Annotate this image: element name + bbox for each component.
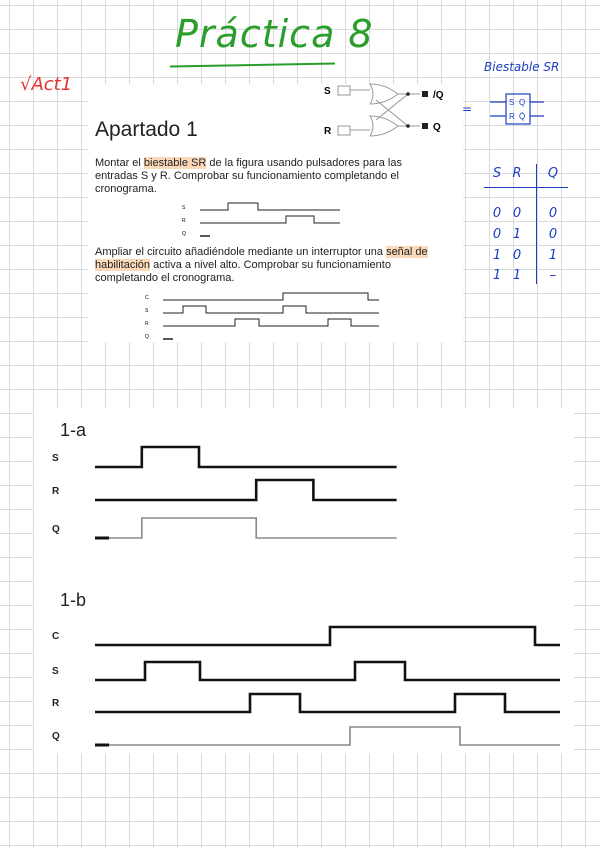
mini2-label-s: S [145, 308, 149, 314]
mini1-label-s: S [182, 205, 186, 211]
mini1-label-r: R [182, 218, 186, 224]
block-label-s: S [509, 98, 515, 107]
circuit-output-q: Q [433, 122, 441, 133]
nor-gate-top [370, 84, 398, 104]
signal-label-s: S [52, 453, 59, 464]
push-button-s [338, 86, 350, 95]
mini2-label-c: C [145, 295, 149, 301]
circuit-input-r: R [324, 126, 332, 137]
truth-header-r: R [512, 166, 522, 181]
truth-header-s: S [492, 166, 502, 181]
sr-block-symbol [488, 88, 548, 130]
signal-label-q: Q [52, 524, 60, 535]
truth-header-q: Q [547, 166, 559, 181]
truth-cell: – [549, 268, 557, 283]
signal-label-c: C [52, 631, 60, 642]
signal-label-r: R [52, 698, 60, 709]
signal-waveform-q [95, 518, 397, 538]
truth-cell: 0 [512, 248, 522, 263]
signal-waveform-r [95, 480, 397, 500]
block-label-q: Q [519, 98, 526, 107]
nor-gate-bottom [370, 116, 398, 136]
mini2-label-q: Q [145, 334, 149, 340]
signal-label-q: Q [52, 731, 60, 742]
truth-table [484, 164, 568, 286]
signal-waveform-r [95, 694, 560, 712]
chronogram-chart [0, 400, 600, 760]
truth-cell: 1 [512, 227, 522, 242]
signal-label-s: S [52, 666, 59, 677]
mini-chronogram-1 [180, 200, 345, 240]
highlight-biestable: biestable SR [143, 157, 207, 169]
activity-check-mark: √Act1 [20, 74, 73, 95]
signal-label-r: R [52, 486, 60, 497]
truth-cell: 0 [548, 227, 558, 242]
led-qbar [422, 91, 428, 97]
highlight-senal: señal de habilitación [95, 246, 428, 271]
truth-cell: 1 [492, 268, 502, 283]
signal-waveform-s [95, 447, 397, 467]
truth-cell: 0 [492, 206, 502, 221]
page-title: Práctica 8 [175, 12, 374, 56]
signal-waveform-q [95, 727, 560, 745]
title-underline [170, 63, 335, 68]
mini2-label-r: R [145, 321, 149, 327]
mini-chronogram-2 [143, 290, 383, 342]
exercise-paragraph-2: Ampliar el circuito añadiéndole mediante un interruptor una señal de habilitación activa a nivel alto. Comprobar su funcionamiento completando el cronograma. [95, 246, 428, 284]
signal-waveform-s [95, 662, 560, 680]
push-button-r [338, 126, 350, 135]
chronogram-title-1-a: 1-a [60, 420, 87, 440]
chronogram-title-1-b: 1-b [60, 590, 87, 610]
circuit-input-s: S [324, 86, 331, 97]
truth-cell: 0 [492, 227, 502, 242]
truth-cell: 0 [548, 206, 558, 221]
signal-waveform-c [95, 627, 560, 645]
biestable-note-title: Biestable SR [484, 60, 560, 74]
equals-sign: = [462, 102, 473, 116]
truth-cell: 1 [548, 248, 558, 263]
exercise-paragraph-1: Montar el biestable SR de la figura usando pulsadores para las entradas S y R. Comprobar su funcionamiento completando el cronograma. [95, 157, 402, 195]
truth-cell: 0 [512, 206, 522, 221]
sr-latch-circuit [320, 80, 460, 140]
truth-cell: 1 [512, 268, 522, 283]
led-q [422, 123, 428, 129]
circuit-output-qbar: /Q [433, 90, 444, 101]
mini1-label-q: Q [182, 231, 186, 237]
block-label-r: R [509, 112, 515, 121]
truth-cell: 1 [492, 248, 502, 263]
section-title: Apartado 1 [95, 118, 198, 141]
block-label-qbar: Q̄ [519, 112, 526, 121]
